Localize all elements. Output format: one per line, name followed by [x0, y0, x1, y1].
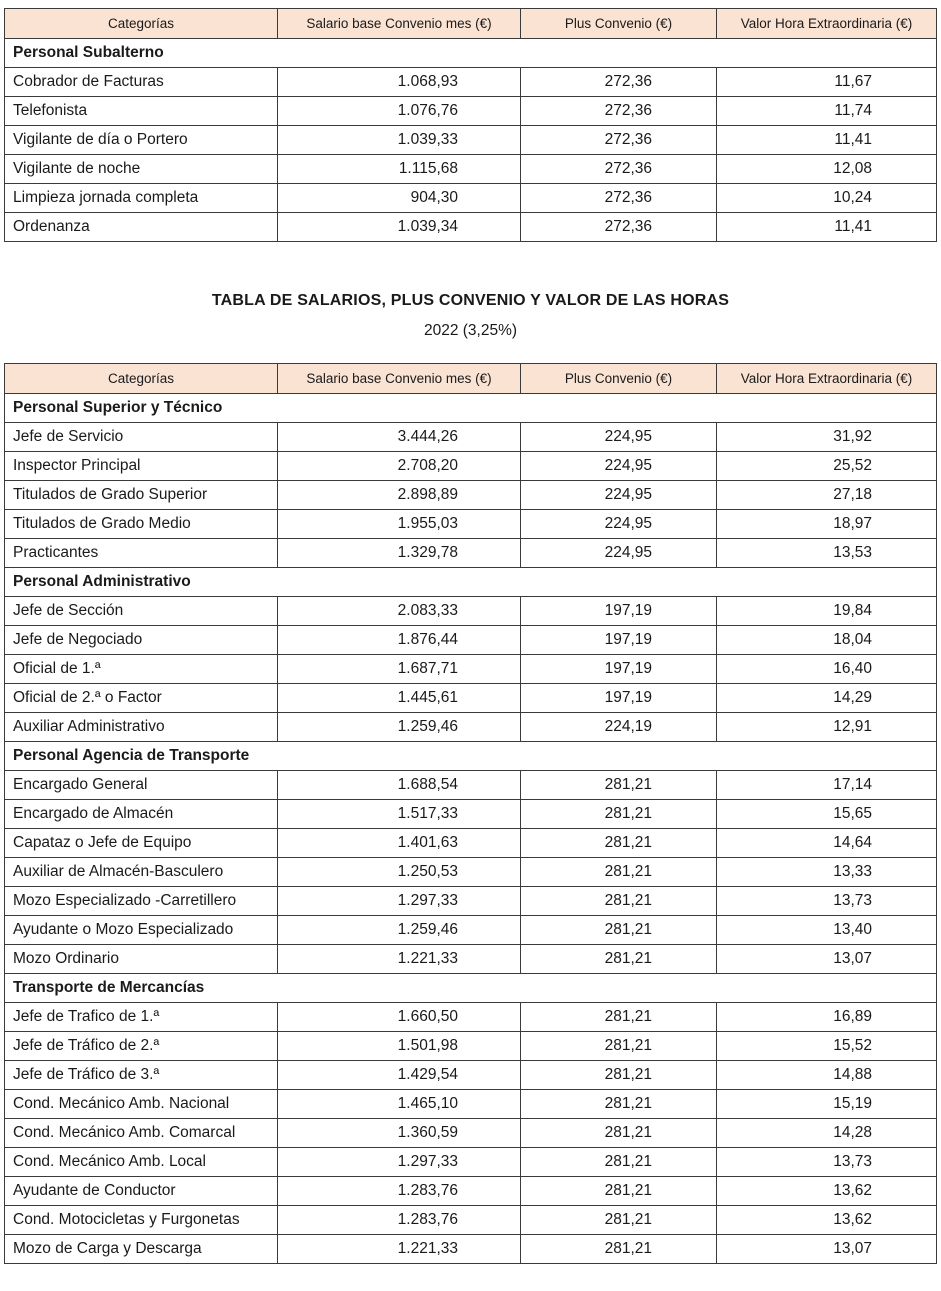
salary-table-2022 [4, 363, 937, 1264]
section-title: Personal Administrativo [5, 568, 937, 597]
category-cell: Jefe de Trafico de 1.ª [5, 1003, 278, 1032]
plus-cell: 281,21 [521, 1119, 717, 1148]
plus-cell: 281,21 [521, 887, 717, 916]
base-salary-cell: 1.250,53 [278, 858, 521, 887]
plus-cell: 224,95 [521, 481, 717, 510]
overtime-cell: 11,74 [717, 97, 937, 126]
category-cell: Oficial de 1.ª [5, 655, 278, 684]
plus-cell: 272,36 [521, 97, 717, 126]
category-cell: Jefe de Servicio [5, 423, 278, 452]
overtime-cell: 11,67 [717, 68, 937, 97]
category-cell: Practicantes [5, 539, 278, 568]
overtime-cell: 12,91 [717, 713, 937, 742]
plus-cell: 281,21 [521, 1206, 717, 1235]
category-cell: Encargado de Almacén [5, 800, 278, 829]
plus-cell: 281,21 [521, 829, 717, 858]
base-salary-cell: 1.401,63 [278, 829, 521, 858]
plus-cell: 281,21 [521, 1235, 717, 1264]
table-row [5, 539, 937, 568]
table-row [5, 452, 937, 481]
plus-cell: 224,95 [521, 452, 717, 481]
section-row [5, 394, 937, 423]
base-salary-cell: 1.221,33 [278, 945, 521, 974]
table-subtitle: 2022 (3,25%) [423, 322, 518, 339]
table-row [5, 771, 937, 800]
category-cell: Mozo de Carga y Descarga [5, 1235, 278, 1264]
section-title: Transporte de Mercancías [5, 974, 937, 1003]
plus-cell: 197,19 [521, 655, 717, 684]
base-salary-cell: 1.445,61 [278, 684, 521, 713]
salary-table-continued [4, 8, 937, 242]
header-base-salary: Salario base Convenio mes (€) [278, 9, 521, 39]
overtime-cell: 13,40 [717, 916, 937, 945]
base-salary-cell: 1.283,76 [278, 1177, 521, 1206]
plus-cell: 224,95 [521, 539, 717, 568]
overtime-cell: 15,65 [717, 800, 937, 829]
base-salary-cell: 1.660,50 [278, 1003, 521, 1032]
base-salary-cell: 904,30 [278, 184, 521, 213]
table-row [5, 423, 937, 452]
overtime-cell: 16,89 [717, 1003, 937, 1032]
base-salary-cell: 1.876,44 [278, 626, 521, 655]
category-cell: Cond. Motocicletas y Furgonetas [5, 1206, 278, 1235]
table-header [5, 364, 937, 394]
category-cell: Capataz o Jefe de Equipo [5, 829, 278, 858]
category-cell: Auxiliar de Almacén-Basculero [5, 858, 278, 887]
table-row [5, 655, 937, 684]
table-row [5, 97, 937, 126]
category-cell: Jefe de Sección [5, 597, 278, 626]
base-salary-cell: 1.039,33 [278, 126, 521, 155]
header-plus: Plus Convenio (€) [521, 364, 717, 394]
plus-cell: 272,36 [521, 155, 717, 184]
category-cell: Auxiliar Administrativo [5, 713, 278, 742]
plus-cell: 281,21 [521, 1003, 717, 1032]
category-cell: Titulados de Grado Medio [5, 510, 278, 539]
base-salary-cell: 1.039,34 [278, 213, 521, 242]
section-title: Personal Subalterno [5, 39, 937, 68]
base-salary-cell: 2.898,89 [278, 481, 521, 510]
overtime-cell: 13,07 [717, 945, 937, 974]
header-overtime: Valor Hora Extraordinaria (€) [717, 9, 937, 39]
base-salary-cell: 2.083,33 [278, 597, 521, 626]
table-row [5, 1119, 937, 1148]
section-title: Personal Superior y Técnico [5, 394, 937, 423]
table-row [5, 800, 937, 829]
plus-cell: 197,19 [521, 626, 717, 655]
base-salary-cell: 1.501,98 [278, 1032, 521, 1061]
table-row [5, 597, 937, 626]
plus-cell: 281,21 [521, 1177, 717, 1206]
overtime-cell: 13,33 [717, 858, 937, 887]
table-row [5, 887, 937, 916]
base-salary-cell: 1.429,54 [278, 1061, 521, 1090]
category-cell: Inspector Principal [5, 452, 278, 481]
table-row [5, 510, 937, 539]
base-salary-cell: 1.221,33 [278, 1235, 521, 1264]
category-cell: Jefe de Negociado [5, 626, 278, 655]
table-row [5, 1177, 937, 1206]
category-cell: Cond. Mecánico Amb. Nacional [5, 1090, 278, 1119]
table-row [5, 1003, 937, 1032]
base-salary-cell: 1.955,03 [278, 510, 521, 539]
category-cell: Ayudante o Mozo Especializado [5, 916, 278, 945]
overtime-cell: 15,19 [717, 1090, 937, 1119]
plus-cell: 281,21 [521, 1061, 717, 1090]
plus-cell: 281,21 [521, 858, 717, 887]
base-salary-cell: 1.329,78 [278, 539, 521, 568]
table-body [5, 39, 937, 242]
table-row [5, 68, 937, 97]
base-salary-cell: 2.708,20 [278, 452, 521, 481]
plus-cell: 281,21 [521, 1148, 717, 1177]
section-row [5, 568, 937, 597]
header-overtime: Valor Hora Extraordinaria (€) [717, 364, 937, 394]
overtime-cell: 18,97 [717, 510, 937, 539]
overtime-cell: 14,64 [717, 829, 937, 858]
table-title: TABLA DE SALARIOS, PLUS CONVENIO Y VALOR DE LAS HORAS [211, 292, 730, 309]
plus-cell: 281,21 [521, 916, 717, 945]
table-row [5, 1206, 937, 1235]
header-category: Categorías [5, 9, 278, 39]
overtime-cell: 18,04 [717, 626, 937, 655]
category-cell: Vigilante de noche [5, 155, 278, 184]
plus-cell: 272,36 [521, 68, 717, 97]
plus-cell: 272,36 [521, 184, 717, 213]
table-row [5, 713, 937, 742]
category-cell: Cobrador de Facturas [5, 68, 278, 97]
overtime-cell: 11,41 [717, 213, 937, 242]
category-cell: Telefonista [5, 97, 278, 126]
table-row [5, 126, 937, 155]
category-cell: Cond. Mecánico Amb. Comarcal [5, 1119, 278, 1148]
base-salary-cell: 3.444,26 [278, 423, 521, 452]
section-row [5, 974, 937, 1003]
table-body [5, 394, 937, 1264]
table-row [5, 1061, 937, 1090]
base-salary-cell: 1.259,46 [278, 713, 521, 742]
plus-cell: 197,19 [521, 597, 717, 626]
table-row [5, 1090, 937, 1119]
header-row [5, 9, 937, 39]
overtime-cell: 25,52 [717, 452, 937, 481]
category-cell: Vigilante de día o Portero [5, 126, 278, 155]
overtime-cell: 14,88 [717, 1061, 937, 1090]
overtime-cell: 15,52 [717, 1032, 937, 1061]
table-row [5, 213, 937, 242]
table-row [5, 945, 937, 974]
overtime-cell: 13,07 [717, 1235, 937, 1264]
base-salary-cell: 1.076,76 [278, 97, 521, 126]
overtime-cell: 13,62 [717, 1177, 937, 1206]
category-cell: Limpieza jornada completa [5, 184, 278, 213]
overtime-cell: 14,28 [717, 1119, 937, 1148]
plus-cell: 281,21 [521, 945, 717, 974]
category-cell: Mozo Ordinario [5, 945, 278, 974]
overtime-cell: 13,73 [717, 887, 937, 916]
plus-cell: 281,21 [521, 1090, 717, 1119]
category-cell: Jefe de Tráfico de 3.ª [5, 1061, 278, 1090]
overtime-cell: 14,29 [717, 684, 937, 713]
category-cell: Oficial de 2.ª o Factor [5, 684, 278, 713]
table-row [5, 184, 937, 213]
base-salary-cell: 1.687,71 [278, 655, 521, 684]
category-cell: Cond. Mecánico Amb. Local [5, 1148, 278, 1177]
plus-cell: 224,19 [521, 713, 717, 742]
plus-cell: 197,19 [521, 684, 717, 713]
plus-cell: 224,95 [521, 510, 717, 539]
category-cell: Ayudante de Conductor [5, 1177, 278, 1206]
overtime-cell: 31,92 [717, 423, 937, 452]
overtime-cell: 17,14 [717, 771, 937, 800]
header-category: Categorías [5, 364, 278, 394]
table-row [5, 916, 937, 945]
base-salary-cell: 1.283,76 [278, 1206, 521, 1235]
base-salary-cell: 1.688,54 [278, 771, 521, 800]
header-plus: Plus Convenio (€) [521, 9, 717, 39]
category-cell: Jefe de Tráfico de 2.ª [5, 1032, 278, 1061]
overtime-cell: 16,40 [717, 655, 937, 684]
table-header [5, 9, 937, 39]
plus-cell: 272,36 [521, 126, 717, 155]
category-cell: Mozo Especializado -Carretillero [5, 887, 278, 916]
table-row [5, 684, 937, 713]
section-title: Personal Agencia de Transporte [5, 742, 937, 771]
table-row [5, 626, 937, 655]
table-row [5, 1032, 937, 1061]
base-salary-cell: 1.115,68 [278, 155, 521, 184]
plus-cell: 281,21 [521, 800, 717, 829]
overtime-cell: 13,53 [717, 539, 937, 568]
header-row [5, 364, 937, 394]
overtime-cell: 19,84 [717, 597, 937, 626]
overtime-cell: 12,08 [717, 155, 937, 184]
section-row [5, 39, 937, 68]
plus-cell: 224,95 [521, 423, 717, 452]
plus-cell: 281,21 [521, 771, 717, 800]
table-row [5, 1148, 937, 1177]
base-salary-cell: 1.259,46 [278, 916, 521, 945]
plus-cell: 281,21 [521, 1032, 717, 1061]
category-cell: Encargado General [5, 771, 278, 800]
category-cell: Titulados de Grado Superior [5, 481, 278, 510]
table-row [5, 481, 937, 510]
table-row [5, 1235, 937, 1264]
base-salary-cell: 1.465,10 [278, 1090, 521, 1119]
table-row [5, 858, 937, 887]
overtime-cell: 10,24 [717, 184, 937, 213]
table-row [5, 829, 937, 858]
base-salary-cell: 1.360,59 [278, 1119, 521, 1148]
overtime-cell: 11,41 [717, 126, 937, 155]
base-salary-cell: 1.297,33 [278, 1148, 521, 1177]
category-cell: Ordenanza [5, 213, 278, 242]
overtime-cell: 27,18 [717, 481, 937, 510]
table-row [5, 155, 937, 184]
base-salary-cell: 1.068,93 [278, 68, 521, 97]
section-row [5, 742, 937, 771]
overtime-cell: 13,62 [717, 1206, 937, 1235]
header-base-salary: Salario base Convenio mes (€) [278, 364, 521, 394]
base-salary-cell: 1.297,33 [278, 887, 521, 916]
overtime-cell: 13,73 [717, 1148, 937, 1177]
base-salary-cell: 1.517,33 [278, 800, 521, 829]
plus-cell: 272,36 [521, 213, 717, 242]
